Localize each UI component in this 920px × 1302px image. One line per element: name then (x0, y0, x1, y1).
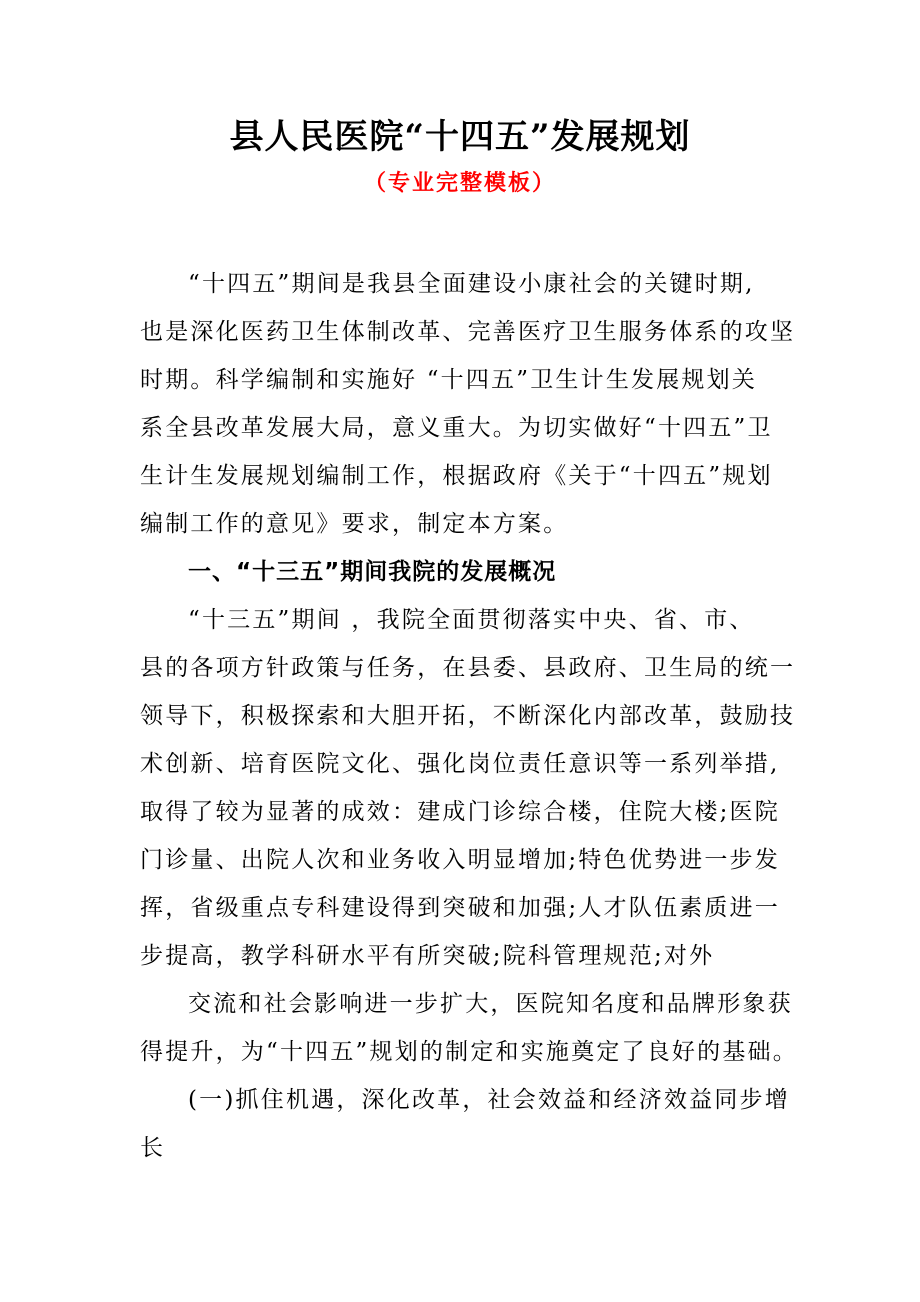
section-1-line-7: 挥，省级重点专科建设得到突破和加强;人才队伍素质进一 (140, 895, 780, 921)
document-title: 县人民医院“十四五”发展规划 (229, 117, 691, 157)
section-1-line-4: 术创新、培育医院文化、强化岗位责任意识等一系列举措, (140, 751, 780, 777)
section-1b-line-2: 得提升，为“十四五”规划的制定和实施奠定了良好的基础。 (140, 1039, 798, 1065)
section-1-line-2: 县的各项方针政策与任务，在县委、县政府、卫生局的统一 (140, 655, 796, 681)
section-1-line-6: 门诊量、出院人次和业务收入明显增加;特色优势进一步发 (140, 847, 780, 873)
subsection-1-line-2: 长 (140, 1135, 166, 1161)
section-1-line-5: 取得了较为显著的成效：建成门诊综合楼，住院大楼;医院 (140, 799, 780, 825)
intro-line-3: 时期。科学编制和实施好 “十四五”卫生计生发展规划关 (140, 367, 758, 393)
intro-line-6: 编制工作的意见》要求，制定本方案。 (140, 511, 569, 537)
section-1-line-3: 领导下，积极探索和大胆开拓，不断深化内部改革，鼓励技 (140, 703, 796, 729)
document-subtitle: （专业完整模板） (363, 171, 556, 196)
intro-line-1: “十四五”期间是我县全面建设小康社会的关键时期, (188, 271, 755, 297)
section-1-heading: 一、“十三五”期间我院的发展概况 (188, 559, 557, 585)
section-1b-line-1: 交流和社会影响进一步扩大，医院知名度和品牌形象获 (188, 991, 793, 1017)
subsection-1-line-1: (一)抓住机遇，深化改革，社会效益和经济效益同步增 (188, 1087, 790, 1113)
intro-line-2: 也是深化医药卫生体制改革、完善医疗卫生服务体系的攻坚 (140, 319, 796, 345)
section-1-line-8: 步提高，教学科研水平有所突破;院科管理规范;对外 (140, 943, 715, 969)
intro-line-5: 生计生发展规划编制工作，根据政府《关于“十四五”规划 (140, 463, 773, 489)
intro-line-4: 系全县改革发展大局，意义重大。为切实做好“十四五”卫 (140, 415, 773, 441)
section-1-line-1: “十三五”期间 ，我院全面贯彻落实中央、省、市、 (188, 607, 755, 633)
